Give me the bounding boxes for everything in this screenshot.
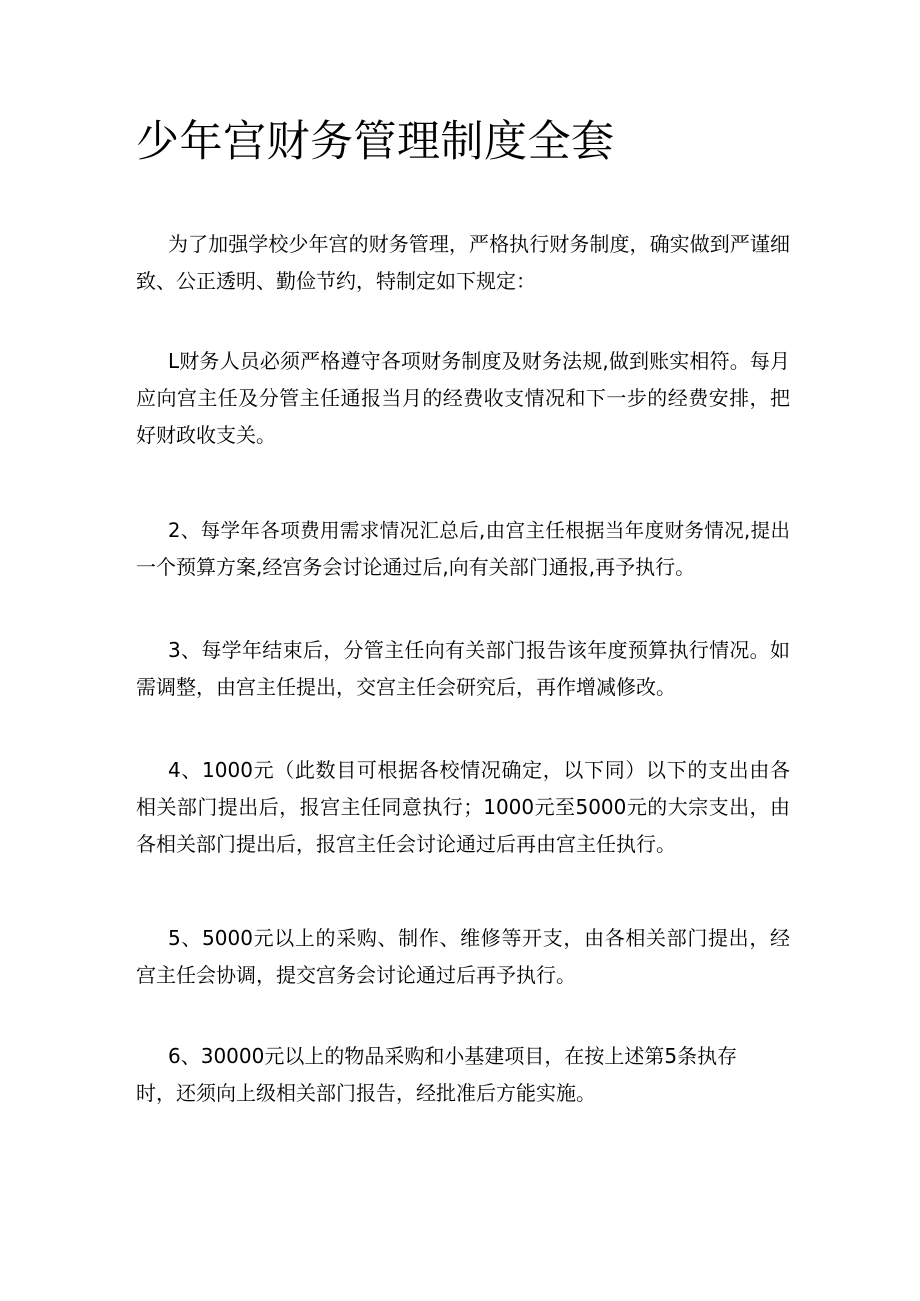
paragraph-rule-3 bbox=[136, 632, 790, 706]
page-title: 少年宫财务管理制度全套 bbox=[136, 117, 615, 167]
paragraph-line: 好财政收支关。 bbox=[136, 423, 276, 447]
paragraph-rule-5 bbox=[136, 920, 790, 994]
paragraph-line: L财务人员必须严格遵守各项财务制度及财务法规,做到账实相符。每月 bbox=[168, 349, 790, 373]
paragraph-line: 为了加强学校少年宫的财务管理，严格执行财务制度，确实做到严谨细 bbox=[168, 232, 790, 256]
paragraph-line: 致、公正透明、勤俭节约，特制定如下规定： bbox=[136, 269, 536, 293]
paragraph-line: 宫主任会协调，提交宫务会讨论通过后再予执行。 bbox=[136, 963, 576, 987]
paragraph-line: 相关部门提出后，报宫主任同意执行；1000元至5000元的大宗支出，由 bbox=[136, 795, 790, 819]
paragraph-line: 4、1000元（此数目可根据各校情况确定，以下同）以下的支出由各 bbox=[168, 758, 790, 782]
paragraph-line: 3、每学年结束后，分管主任向有关部门报告该年度预算执行情况。如 bbox=[168, 638, 790, 662]
paragraph-line: 6、30000元以上的物品采购和小基建项目，在按上述第5条执存 bbox=[168, 1044, 738, 1068]
paragraph-line: 需调整，由宫主任提出，交宫主任会研究后，再作增减修改。 bbox=[136, 675, 676, 699]
paragraph-line: 各相关部门提出后，报宫主任会讨论通过后再由宫主任执行。 bbox=[136, 832, 676, 856]
paragraph-intro bbox=[136, 226, 790, 300]
paragraph-rule-1 bbox=[136, 343, 790, 454]
paragraph-rule-4 bbox=[136, 752, 790, 863]
paragraph-line: 5、5000元以上的采购、制作、维修等开支，由各相关部门提出，经 bbox=[168, 926, 790, 950]
paragraph-line: 一个预算方案,经宫务会讨论通过后,向有关部门通报,再予执行。 bbox=[136, 555, 696, 579]
paragraph-rule-2 bbox=[136, 512, 790, 586]
paragraph-line: 应向宫主任及分管主任通报当月的经费收支情况和下一步的经费安排，把 bbox=[136, 386, 790, 410]
paragraph-line: 时，还须向上级相关部门报告，经批准后方能实施。 bbox=[136, 1081, 596, 1105]
paragraph-rule-6 bbox=[136, 1038, 790, 1112]
paragraph-line: 2、每学年各项费用需求情况汇总后,由宫主任根据当年度财务情况,提出 bbox=[168, 519, 790, 542]
